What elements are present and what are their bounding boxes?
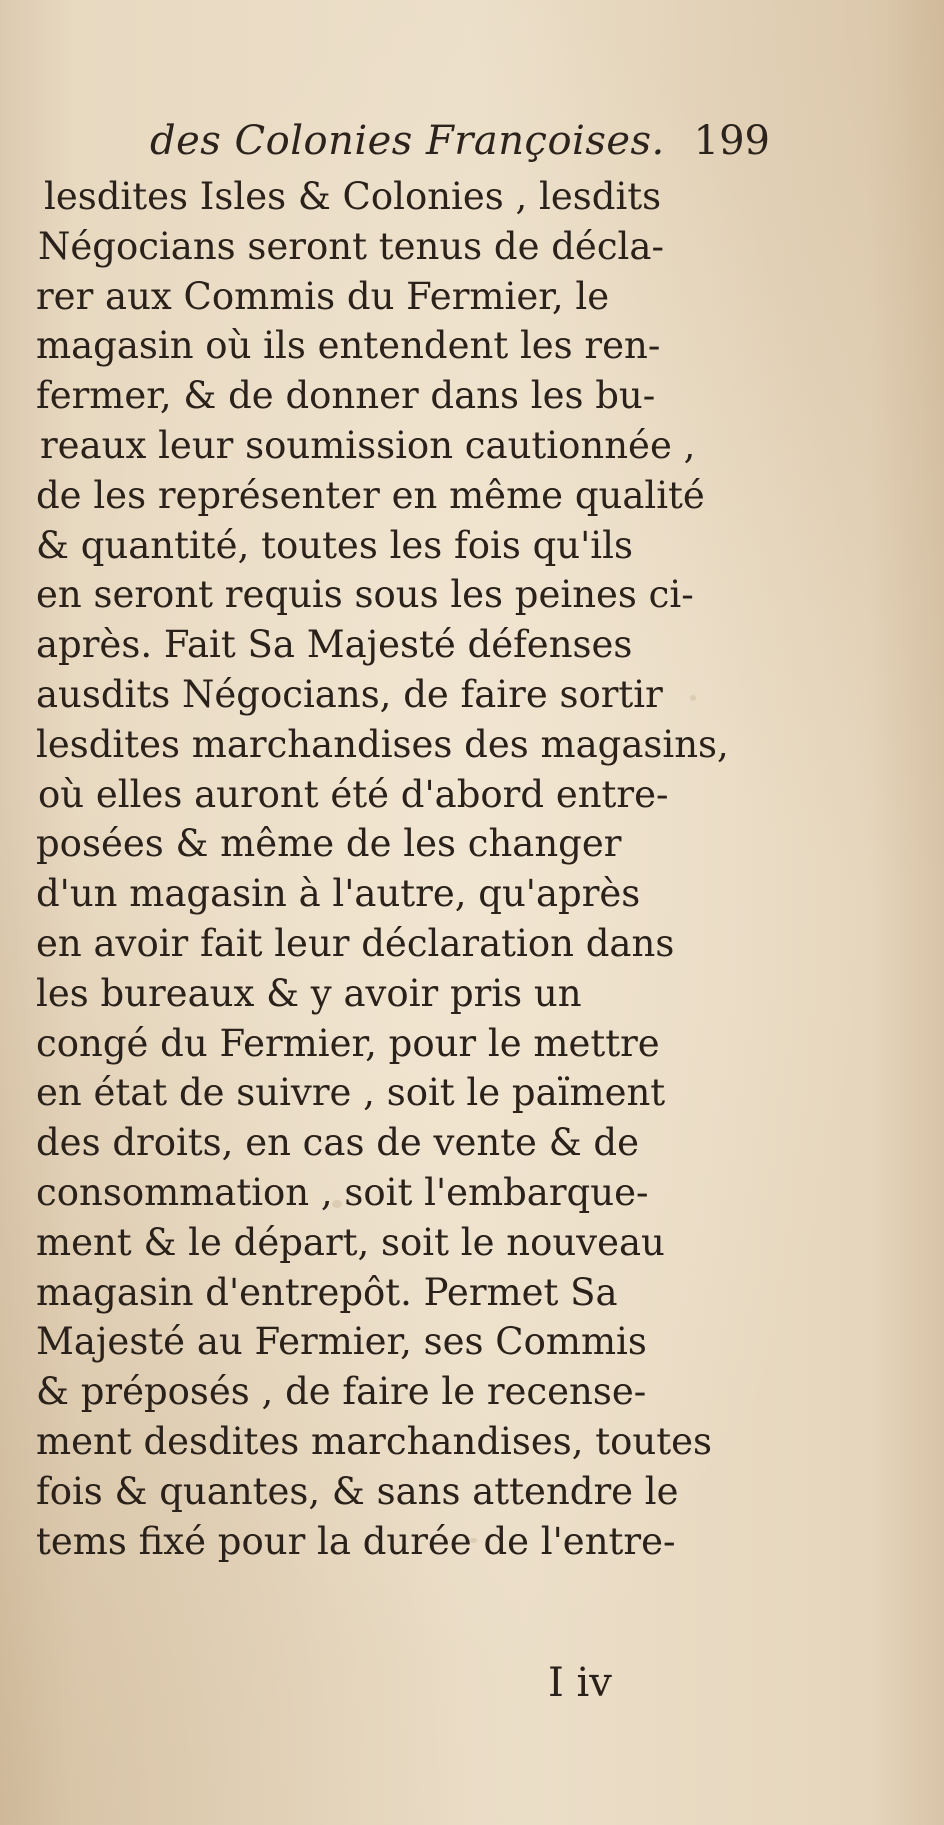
text-line: ment & le départ, soit le nouveau [36, 1220, 665, 1264]
text-line: lesdites marchandises des magasins, [36, 722, 729, 766]
body-text [36, 172, 796, 1566]
text-line: en seront requis sous les peines ci- [36, 573, 694, 617]
text-line: Négocians seront tenus de décla- [38, 224, 664, 268]
text-line: lesdites Isles & Colonies , lesdits [44, 175, 662, 218]
text-line: des droits, en cas de vente & de [36, 1121, 639, 1165]
text-line: congé du Fermier, pour le mettre [36, 1021, 660, 1065]
signature-mark: I iv [548, 1660, 612, 1706]
text-line: reaux leur soumission cautionnée , [40, 423, 696, 467]
text-line: consommation , soit l'embarque- [36, 1170, 649, 1214]
text-line: d'un magasin à l'autre, qu'après [36, 872, 641, 916]
text-line: après. Fait Sa Majesté défenses [36, 623, 633, 667]
text-line: en avoir fait leur déclaration dans [36, 921, 675, 965]
text-line: où elles auront été d'abord entre- [38, 772, 669, 816]
text-line: Majesté au Fermier, ses Commis [36, 1320, 647, 1364]
running-title: des Colonies Françoises. [150, 118, 665, 164]
text-line: les bureaux & y avoir pris un [36, 971, 582, 1015]
text-line: magasin d'entrepôt. Permet Sa [36, 1270, 618, 1314]
text-line: ausdits Négocians, de faire sortir [36, 672, 663, 716]
text-line: de les représenter en même qualité [36, 473, 705, 517]
text-line: en état de suivre , soit le païment [36, 1071, 666, 1115]
text-line: & quantité, toutes les fois qu'ils [36, 523, 633, 567]
page-number: 199 [693, 118, 770, 164]
text-line: posées & même de les changer [36, 822, 622, 866]
page-header [150, 118, 770, 168]
text-line: fermer, & de donner dans les bu- [36, 374, 656, 418]
text-line: fois & quantes, & sans attendre le [36, 1469, 679, 1513]
text-line: & préposés , de faire le recense- [36, 1370, 647, 1414]
text-line: tems fixé pour la durée de l'entre- [36, 1519, 676, 1563]
text-line: magasin où ils entendent les ren- [36, 324, 661, 368]
text-line: rer aux Commis du Fermier, le [36, 274, 610, 318]
text-line: ment desdites marchandises, toutes [36, 1419, 712, 1463]
